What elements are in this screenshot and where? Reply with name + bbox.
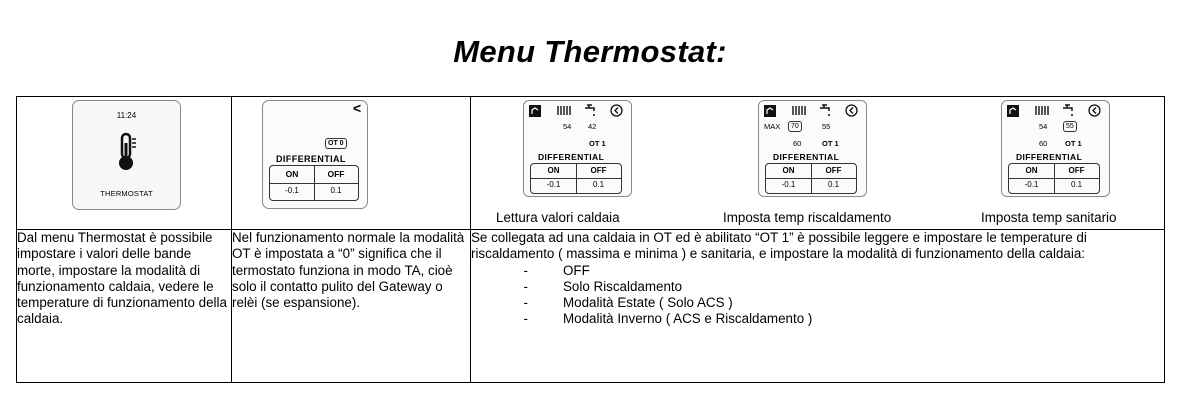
back-circle-icon[interactable]: [1088, 104, 1101, 117]
ot-mode-label[interactable]: OT 1: [589, 139, 606, 148]
radiator-icon[interactable]: [557, 105, 571, 116]
heating-temp-value: 54: [1039, 122, 1048, 131]
ot-mode-label[interactable]: OT 1: [1065, 139, 1082, 148]
radiator-icon[interactable]: [1035, 105, 1049, 116]
ot-mode-label[interactable]: OT 1: [822, 139, 839, 148]
differential-label: DIFFERENTIAL: [538, 152, 605, 162]
differential-table: [530, 163, 622, 194]
tap-icon[interactable]: [584, 104, 598, 117]
back-circle-icon[interactable]: [845, 104, 858, 117]
dhw-setpoint-value[interactable]: 55: [1063, 121, 1077, 132]
on-header: ON: [782, 166, 795, 175]
list-item: - Solo Riscaldamento: [523, 278, 683, 294]
screen-thermostat-cell: [17, 97, 232, 230]
tap-icon[interactable]: [819, 104, 833, 117]
differential-table: [1008, 163, 1100, 194]
differential-label: DIFFERENTIAL: [773, 152, 840, 162]
off-header: OFF: [590, 166, 607, 175]
clock-time: 11:24: [116, 111, 137, 120]
off-header: OFF: [825, 166, 842, 175]
thermometer-icon: [115, 131, 139, 173]
max-label: MAX: [764, 122, 781, 131]
radiator-icon[interactable]: [792, 105, 806, 116]
on-header: ON: [547, 166, 560, 175]
min-heating-temp-value: 60: [1039, 139, 1048, 148]
home-icon[interactable]: [764, 105, 776, 117]
description-thermostat-menu: Dal menu Thermostat è possibile impostare i valori delle bande morte, impostare la modalità di funzionamento caldaia, vedere le temperature di funzionamento della caldaia.: [17, 230, 232, 383]
home-icon[interactable]: [1007, 105, 1019, 117]
caption-read-values: Lettura valori caldaia: [496, 210, 620, 225]
dhw-temp-value: 42: [588, 122, 597, 131]
description-ot0-mode: Nel funzionamento normale la modalità OT è impostata a “0” significa che il termostato funziona in modo TA, cioè solo il contatto pulito del Gateway o relèi (se espansione).: [232, 230, 471, 383]
list-item: - OFF: [523, 262, 590, 278]
off-value[interactable]: 0.1: [330, 186, 342, 195]
caption-heating-temp: Imposta temp riscaldamento: [723, 210, 892, 225]
thermostat-menu-table: [16, 96, 1165, 383]
ot-mode-badge[interactable]: OT 0: [325, 138, 347, 149]
page-title: Menu Thermostat:: [453, 34, 727, 69]
list-item: - Modalità Inverno ( ACS e Riscaldamento ): [523, 311, 813, 327]
off-value[interactable]: 0.1: [1070, 180, 1083, 189]
caption-dhw-temp: Imposta temp sanitario: [981, 210, 1117, 225]
boiler-read-screen: [523, 100, 632, 197]
thermostat-label: THERMOSTAT: [100, 189, 153, 198]
on-value[interactable]: -0.1: [781, 180, 796, 189]
on-header: ON: [1025, 166, 1038, 175]
list-item: - Modalità Estate ( Solo ACS ): [523, 295, 733, 311]
heating-temp-screen: [758, 100, 867, 197]
on-value[interactable]: -0.1: [1024, 180, 1039, 189]
ot1-intro-text: Se collegata ad una caldaia in OT ed è abilitato “OT 1” è possibile leggere e impostare le temperature di riscaldamento ( massima e minima ) e sanitaria, e impostare la modalità di funzionamento della caldaia:: [471, 230, 1087, 262]
differential-label: DIFFERENTIAL: [276, 154, 346, 164]
description-ot1-mode: [471, 230, 1165, 383]
differential-label: DIFFERENTIAL: [1016, 152, 1083, 162]
screen-ot0-cell: [232, 97, 471, 230]
differential-screen-ot0: [262, 100, 368, 209]
dhw-temp-screen: [1001, 100, 1110, 197]
off-value[interactable]: 0.1: [592, 180, 605, 189]
differential-table: [269, 165, 359, 201]
tap-icon[interactable]: [1062, 104, 1076, 117]
home-icon[interactable]: [529, 105, 541, 117]
max-heating-temp-value[interactable]: 70: [788, 121, 802, 132]
dhw-temp-value: 55: [822, 122, 831, 131]
differential-table: [765, 163, 857, 194]
on-value[interactable]: -0.1: [546, 180, 561, 189]
back-circle-icon[interactable]: [610, 104, 623, 117]
on-value[interactable]: -0.1: [285, 186, 299, 195]
off-header: OFF: [327, 169, 345, 179]
min-heating-temp-value[interactable]: 60: [793, 139, 802, 148]
off-header: OFF: [1068, 166, 1085, 175]
on-header: ON: [285, 169, 299, 179]
screens-ot1-cell: [471, 97, 1165, 230]
thermostat-home-screen: [72, 100, 181, 210]
heating-temp-value: 54: [563, 122, 572, 131]
back-chevron-icon[interactable]: <: [353, 100, 362, 116]
off-value[interactable]: 0.1: [827, 180, 840, 189]
